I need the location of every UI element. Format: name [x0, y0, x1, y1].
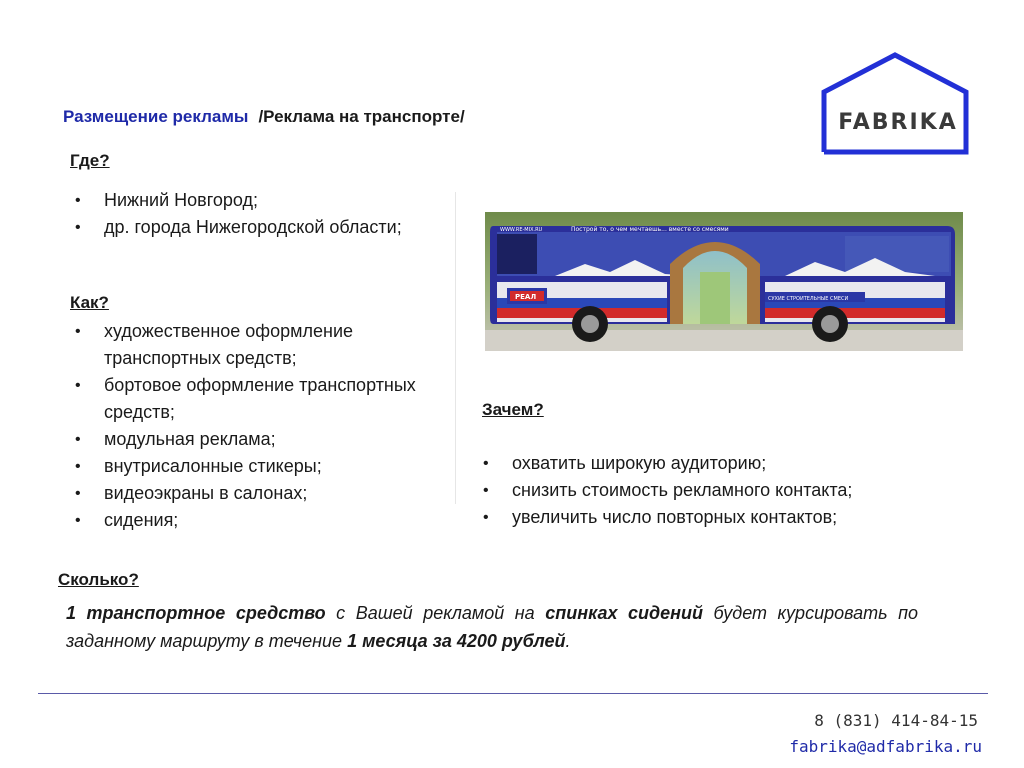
title-main: Размещение рекламы: [63, 107, 249, 126]
bus-side-text: СУХИЕ СТРОИТЕЛЬНЫЕ СМЕСИ: [768, 296, 849, 302]
list-item: • сидения;: [70, 507, 430, 534]
contact-phone: 8 (831) 414-84-15: [814, 711, 978, 730]
page-title: [63, 107, 465, 127]
list-item: • видеоэкраны в салонах;: [70, 480, 430, 507]
list-item: • Нижний Новгород;: [70, 187, 430, 214]
title-sub: /Реклама на транспорте/: [258, 107, 465, 126]
list-item: • внутрисалонные стикеры;: [70, 453, 430, 480]
fabrika-logo: [820, 52, 970, 156]
how-list: [70, 318, 430, 534]
bus-brand: РЕАЛ: [515, 293, 537, 301]
list-item: • художественное оформление транспортных средств;: [70, 318, 430, 372]
footer-divider: [38, 693, 988, 694]
why-list: [478, 450, 948, 531]
list-item: • модульная реклама;: [70, 426, 430, 453]
bus-site: WWW.RE-MIX.RU: [500, 227, 543, 233]
list-item: • увеличить число повторных контактов;: [478, 504, 948, 531]
where-list: [70, 187, 430, 241]
list-item: • бортовое оформление транспортных средств;: [70, 372, 430, 426]
summary-part4: будет курсировать по заданному маршруту в течение: [66, 603, 919, 651]
why-heading: Зачем?: [482, 400, 544, 419]
bus-illustration: [485, 212, 963, 351]
list-item: • охватить широкую аудиторию;: [478, 450, 948, 477]
price-summary: [66, 599, 918, 655]
list-item: • снизить стоимость рекламного контакта;: [478, 477, 948, 504]
house-logo-icon: [820, 52, 970, 156]
summary-part6: .: [565, 631, 571, 651]
list-item: • др. города Нижегородской области;: [70, 214, 430, 241]
column-divider: [455, 192, 456, 504]
bus-top-banner: Построй то, о чем мечтаешь... вместе со смесями: [571, 226, 729, 233]
summary-part2: с Вашей рекламой на: [325, 603, 546, 623]
summary-part3: спинках сидений: [545, 603, 704, 623]
how-much-heading: Сколько?: [58, 570, 139, 589]
logo-text: FABRIKA: [838, 110, 958, 135]
contact-email[interactable]: fabrika@adfabrika.ru: [789, 737, 982, 756]
summary-part1: 1 транспортное средство: [66, 603, 326, 623]
summary-part5: 1 месяца за 4200 рублей: [347, 631, 566, 651]
bus-advertising-photo: [485, 212, 963, 351]
where-heading: Где?: [70, 151, 110, 170]
how-heading: Как?: [70, 293, 109, 312]
